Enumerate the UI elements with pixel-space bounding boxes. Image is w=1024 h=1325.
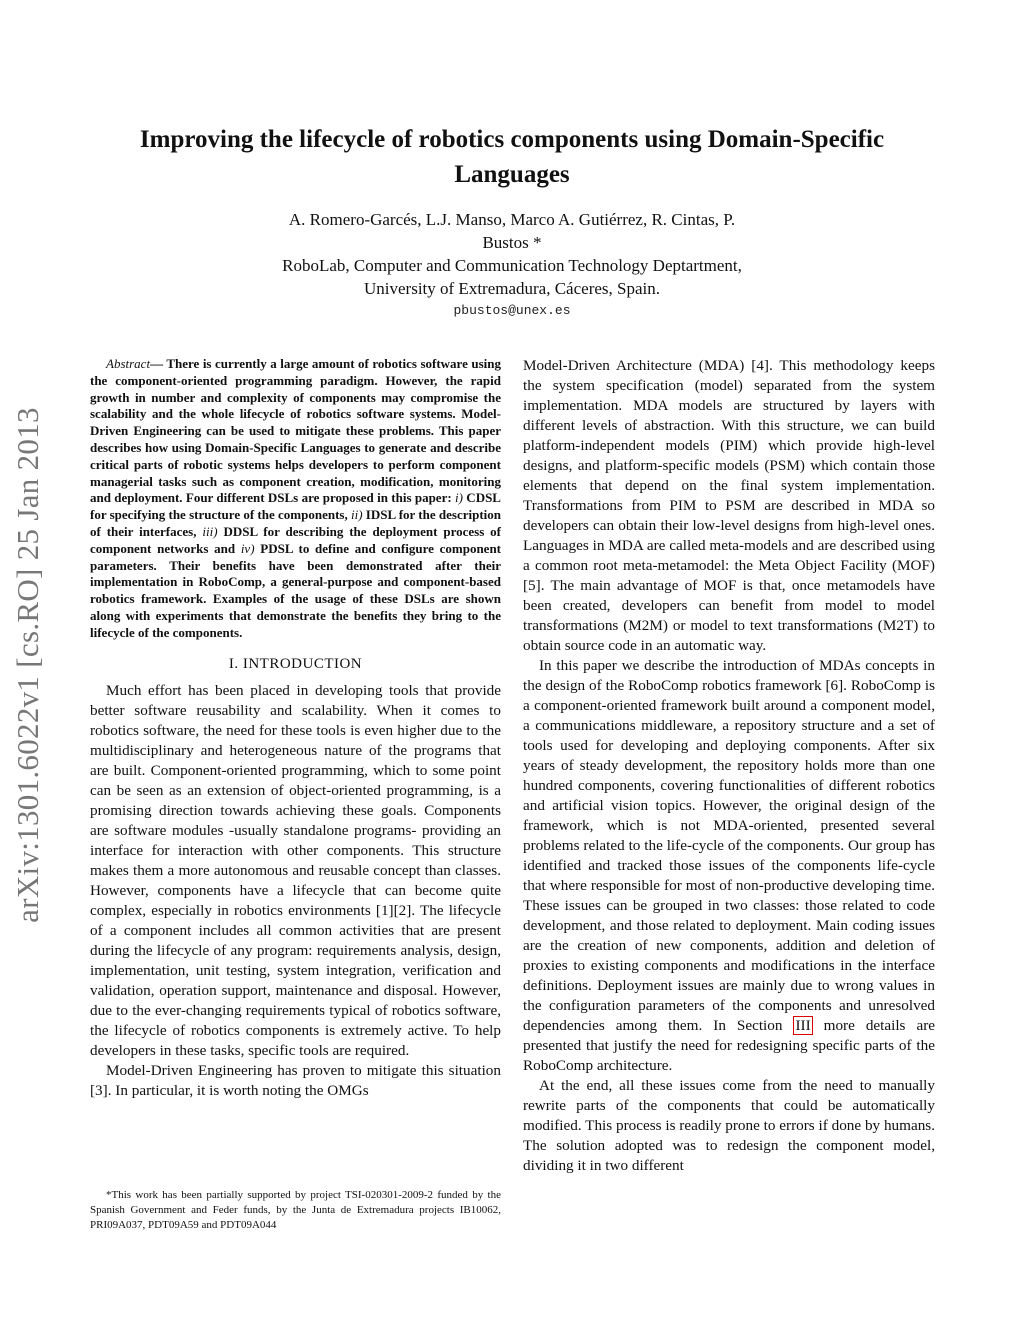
body-paragraph [523,656,935,1076]
body-paragraph: Much effort has been placed in developing tools that provide better software reusability and scalability. When it comes to robotics software, the need for these tools is even higher due to the multidisciplinary and heterogeneous nature of the programs that are built. Component-oriented programming, which to some point can be seen as an extension of object-oriented programming, is a promising direction towards achieving these goals. Components are software modules -usually standalone programs- providing an interface for interaction with other components. This structure makes them a more autonomous and reusable concept than classes. However, components have a lifecycle that can become quite complex, especially in robotics environments [1][2]. The lifecycle of a component includes all common activities that are present during the lifecycle of any program: requirements analysis, design, implementation, unit testing, system integration, verification and validation, operation support, maintenance and disposal. However, due to the ever-changing requirements typical of robotics software, the lifecycle of robotics components is extremely active. To help developers in these tasks, specific tools are required. [90,681,501,1059]
abstract-enum: iii) [202,523,218,539]
section-reference-link[interactable]: III [795,1017,811,1034]
abstract-text: CDSL for specifying the structure of the components, [90,490,501,523]
body-paragraph: At the end, all these issues come from the need to manually rewrite parts of the components that could be automatically modified. This process is readily prone to errors if done by humans. The solution adopted was to redesign the component model, dividing it in two different [523,1077,935,1174]
arxiv-id: arXiv:1301.6022v1 [cs.RO] 25 Jan 2013 [10,407,45,923]
body-text: more details are presented that justify the need for redesigning specific parts of the RoboComp architecture. [523,1017,935,1074]
abstract-enum: iv) [240,540,255,556]
abstract-text: — There is currently a large amount of robotics software using the component-oriented programming paradigm. However, the rapid growth in number and complexity of components may compromise the scalability and the whole lifecycle of robotics software systems. Model-Driven Engineering can be used to mitigate these problems. This paper describes how using Domain-Specific Languages to generate and describe critical parts of robotic systems helps developers to perform component managerial tasks such as component creation, modification, monitoring and deployment. Four different DSLs are proposed in this paper: [90,356,501,506]
right-column [523,356,935,1176]
abstract-enum: ii) [350,507,363,523]
author-email[interactable]: pbustos@unex.es [453,303,571,318]
body-paragraph: Model-Driven Architecture (MDA) [4]. This methodology keeps the system specification (model) separated from the system implementation. MDA models are structured by layers with different levels of abstraction. With this structure, we can build platform-independent models (PIM) which provide high-level designs, and platform-specific models (PSM) which contain those elements that depend on the final system implementation. Transformations from PIM to PSM are described in MDA so developers can obtain their low-level designs from high-level ones. Languages in MDA are called meta-models and are described using a common root meta-metamodel: the Meta Object Facility (MOF) [5]. The main advantage of MOF is that, once metamodels have been created, developers can benefit from model to model transformations (M2M) or model to text transformations (M2T) to obtain source code in an automatic way. [523,357,935,654]
abstract-enum: i) [455,490,463,506]
body-paragraph: Model-Driven Engineering has proven to mitigate this situation [3]. In particular, it is worth noting the OMGs [90,1061,501,1099]
section-heading: I. INTRODUCTION [228,655,363,672]
author-block [180,208,844,300]
abstract-text: IDSL for the description of their interfaces, [90,507,502,539]
abstract-lead: Abstract [106,356,151,371]
abstract [90,356,501,642]
abstract-text: DDSL for describing the deployment process of component networks and [90,523,501,556]
body-text: In this paper we describe the introduction of MDAs concepts in the design of the RoboComp robotics framework [6]. RoboComp is a component-oriented framework built around a component model, a communications middleware, a repository structure and a set of tools used for developing and deploying components. After six years of steady development, the repository holds more than one hundred components, covering functionalities of different robotics and artificial vision topics. However, the original design of the framework, which is not MDA-oriented, presented several problems related to the life-cycle of the components. Our group has identified and tracked those issues of the components life-cycle that where responsible for most of non-productive developing time. These issues can be grouped in two classes: those related to code development, and those related to deployment. Main coding issues are the creation of new components, addition and deletion of proxies to existing components and modifications in the interface definitions. Deployment issues are mainly due to wrong values in the configuration parameters of the components and unresolved dependencies among them. In Section [523,657,935,1034]
author-line: Bustos * [482,233,542,252]
footnote: *This work has been partially supported by project TSI-020301-2009-2 funded by the Spanish Government and Feder funds, by the Junta de Extremadura projects IB10062, PRI09A037, PDT09A59 and PDT09A044 [90,1189,501,1231]
abstract-text: PDSL to define and configure component parameters. Their benefits have been demonstrated after their implementation in RoboComp, a general-purpose and component-based robotics framework. Examples of the usage of these DSLs are shown along with experiments that demonstrate the benefits they bring to the lifecycle of the components. [90,540,502,640]
arxiv-stamp [2,372,54,958]
left-column [90,356,501,1101]
affiliation-line: RoboLab, Computer and Communication Technology Deptartment, [282,256,742,275]
affiliation-line: University of Extremadura, Cáceres, Spain. [364,279,660,298]
author-line: A. Romero-Garcés, L.J. Manso, Marco A. Gutiérrez, R. Cintas, P. [288,210,736,229]
paper-title: Improving the lifecycle of robotics components using Domain-Specific Languages [139,126,885,188]
